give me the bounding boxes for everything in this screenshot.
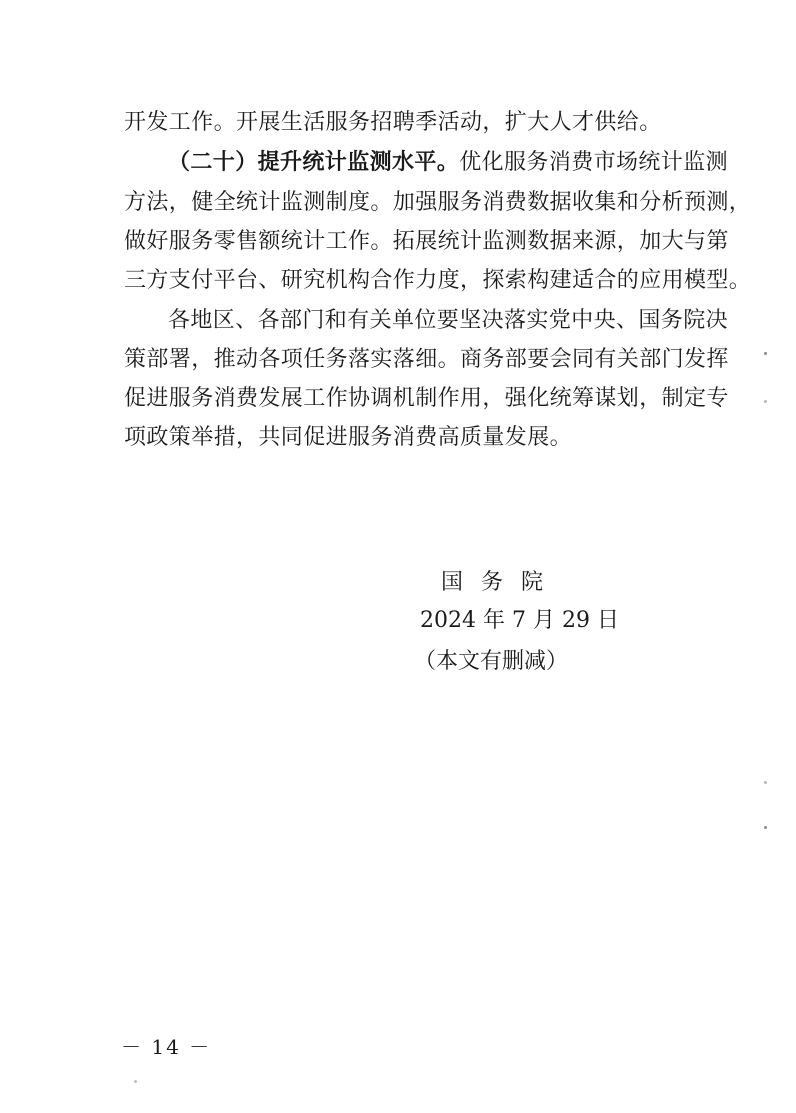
section-20-text: 优化服务消费市场统计监测 <box>459 150 729 175</box>
section-20-heading: （二十）提升统计监测水平。 <box>168 150 460 175</box>
paragraph-line: 做好服务零售额统计工作。拓展统计监测数据来源，加大与第 <box>124 229 729 254</box>
page-number: － 14 － <box>121 1035 212 1059</box>
paragraph-line: 方法，健全统计监测制度。加强服务消费数据收集和分析预测， <box>124 190 752 215</box>
closing-paragraph-line: 策部署，推动各项任务落实落细。商务部要会同有关部门发挥 <box>124 347 729 372</box>
closing-paragraph-line: 促进服务消费发展工作协调机制作用，强化统筹谋划，制定专 <box>124 386 729 411</box>
signature-organization: 国务院 <box>441 570 562 595</box>
scan-speck <box>764 400 767 403</box>
closing-paragraph-line: 项政策举措，共同促进服务消费高质量发展。 <box>124 425 573 450</box>
scan-speck <box>134 1080 137 1083</box>
scan-speck <box>764 781 767 784</box>
paragraph-line: 开发工作。开展生活服务招聘季活动，扩大人才供给。 <box>124 110 662 135</box>
scan-speck <box>764 352 767 355</box>
paragraph-line: 三方支付平台、研究机构合作力度，探索构建适合的应用模型。 <box>124 268 752 293</box>
abridged-note: （本文有删减） <box>414 649 569 674</box>
closing-paragraph-line: 各地区、各部门和有关单位要坚决落实党中央、国务院决 <box>168 308 729 333</box>
signature-date: 2024 年 7 月 29 日 <box>420 608 619 633</box>
section-20-line-1 <box>168 148 729 178</box>
scan-speck <box>764 826 767 829</box>
